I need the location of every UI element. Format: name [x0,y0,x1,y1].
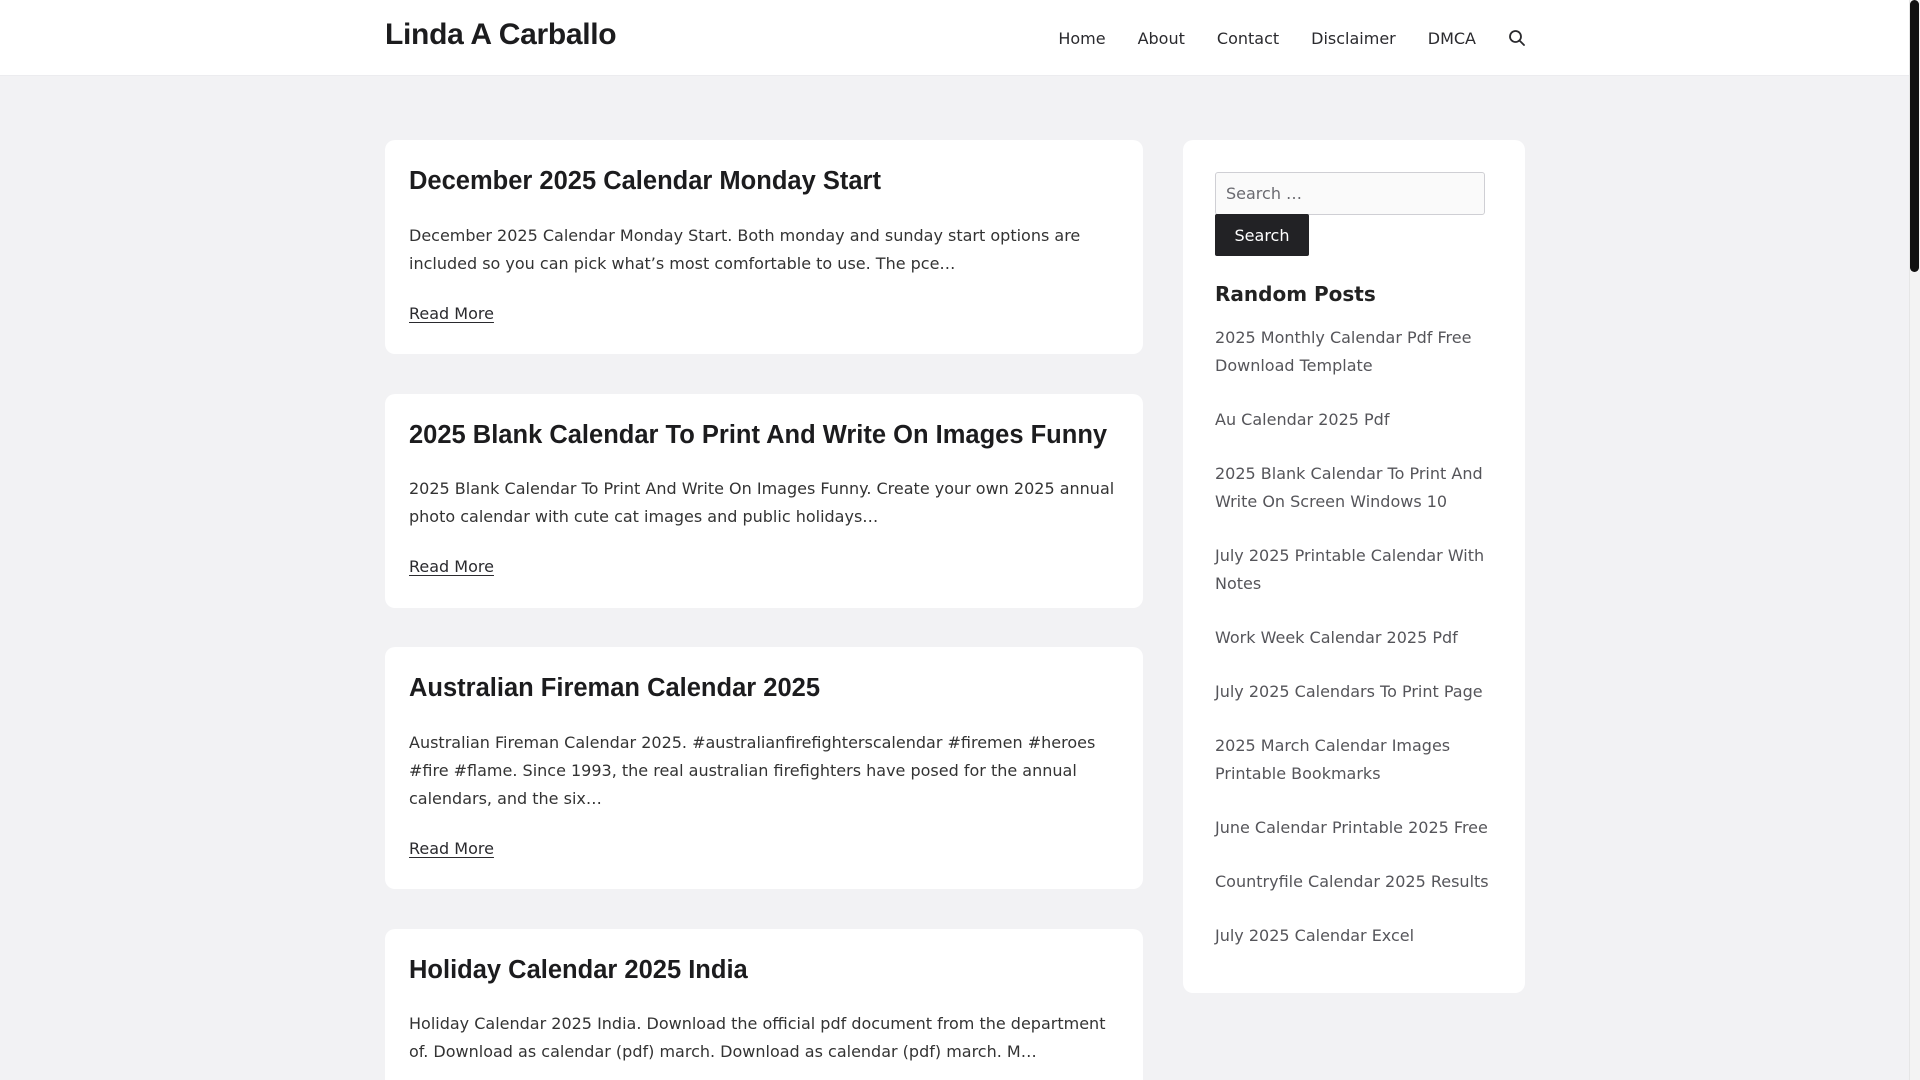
search-button[interactable]: Search [1215,214,1309,256]
random-post-link[interactable]: July 2025 Calendar Excel [1215,926,1415,945]
post-excerpt: Holiday Calendar 2025 India. Download the official pdf document from the department of. Download as calendar (pdf) march. Download as calendar (pdf) march. M… [409,1014,1106,1061]
read-more-link[interactable]: Read More [409,557,494,576]
post-card [385,929,1143,1080]
post-title[interactable]: Australian Fireman Calendar 2025 [409,674,821,702]
random-posts-list [1215,324,1495,976]
random-post-link[interactable]: Countryfile Calendar 2025 Results [1215,872,1489,891]
nav-home[interactable]: Home [1058,28,1106,48]
search-input[interactable] [1215,172,1485,215]
post-card [385,394,1143,608]
random-post-link[interactable]: Au Calendar 2025 Pdf [1215,410,1390,429]
search-icon[interactable] [1508,29,1526,47]
random-post-link[interactable]: July 2025 Calendars To Print Page [1215,682,1483,701]
random-post-link[interactable]: 2025 Blank Calendar To Print And Write On Screen Windows 10 [1215,464,1483,511]
nav-disclaimer[interactable]: Disclaimer [1311,28,1396,48]
random-post-link[interactable]: June Calendar Printable 2025 Free [1215,818,1488,837]
site-title[interactable]: Linda A Carballo [385,18,617,51]
post-excerpt: December 2025 Calendar Monday Start. Both monday and sunday start options are included so you can pick what’s most comfortable to use. The pce… [409,226,1081,273]
scrollbar-thumb[interactable] [1910,0,1919,272]
sidebar [1183,140,1525,993]
read-more-link[interactable]: Read More [409,304,494,323]
site-header [0,0,1909,76]
post-excerpt: 2025 Blank Calendar To Print And Write On Images Funny. Create your own 2025 annual photo calendar with cute cat images and public holidays… [409,479,1115,526]
main-nav [1026,26,1526,50]
post-card [385,647,1143,889]
post-title[interactable]: Holiday Calendar 2025 India [409,956,748,984]
read-more-link[interactable]: Read More [409,839,494,858]
post-card [385,140,1143,354]
random-post-link[interactable]: July 2025 Printable Calendar With Notes [1215,546,1485,593]
post-excerpt: Australian Fireman Calendar 2025. #australianfirefighterscalendar #firemen #heroes #fire #flame. Since 1993, the real australian firefighters have posed for the annual calendars, and the six… [409,733,1096,808]
random-post-link[interactable]: 2025 Monthly Calendar Pdf Free Download Template [1215,328,1472,375]
random-posts-title: Random Posts [1215,282,1376,306]
post-title[interactable]: December 2025 Calendar Monday Start [409,167,881,195]
post-title[interactable]: 2025 Blank Calendar To Print And Write On Images Funny [409,421,1108,449]
scrollbar-track[interactable] [1909,0,1920,1080]
random-post-link[interactable]: Work Week Calendar 2025 Pdf [1215,628,1458,647]
nav-contact[interactable]: Contact [1216,28,1280,48]
nav-about[interactable]: About [1137,28,1185,48]
random-post-link[interactable]: 2025 March Calendar Images Printable Bookmarks [1215,736,1451,783]
nav-dmca[interactable]: DMCA [1427,28,1476,48]
